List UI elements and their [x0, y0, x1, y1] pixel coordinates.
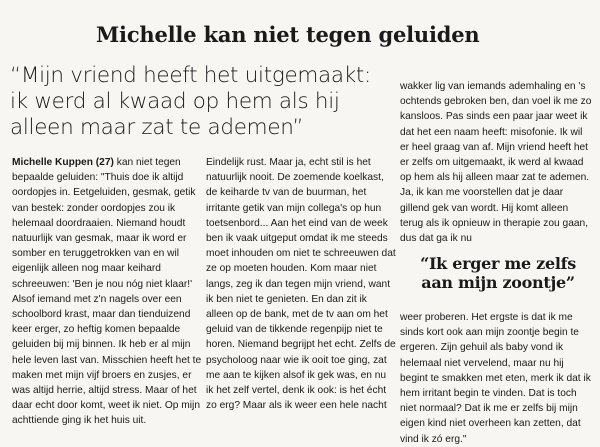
byline: Michelle Kuppen (27)	[12, 157, 114, 168]
article-column-1	[12, 155, 202, 429]
column-1-text: kan niet tegen bepaalde geluiden: "Thuis doe ik altijd oordopjes in. Eetgeluiden, gesmak, getik van bestek: zonder oordopjes zou ik helemaal doordraaien. Niemand houdt natuurlijk van gesmak, maar ik word er somber en teruggetrokken van en wil eigenlijk alleen nog maar keihard schreeuwen: 'Ben je nou nóg niet klaar!' Alsof iemand met z'n nagels over een schoolbord krast, maar dan tienduizend keer erger, zo heftig komen bepaalde geluiden bij mij binnen. Ik heb er al mijn hele leven last van. Misschien heeft het te maken met mijn vijf broers en zusjes, er was altijd herrie, altijd stress. Maar of het daar echt door komt, weet ik niet. Op mijn achttiende ging ik het huis uit.	[12, 157, 202, 427]
column-3-text: wakker lig van iemands ademhaling en 's ochtends gebroken ben, dan voel ik me zo kansloos. Pas sinds een paar jaar weet ik dat het een naam heeft: misofonie. Ik wil er heel graag van af. Mijn vriend heeft het er zelfs om uitgemaakt, ik werd al kwaad op hem als hij alleen maar zat te ademen. Ja, ik kan me voorstellen dat je daar gillend gek van wordt. Hij komt alleen terug als ik opnieuw in therapie zou gaan, dus dat ga ik nu	[400, 81, 592, 245]
sub-quote: “Ik erger me zelfs aan mijn zoontje”	[420, 254, 576, 292]
column-3-continued-text: weer proberen. Het ergste is dat ik me sinds kort ook aan mijn zoontje begin te ergeren. Zijn gehuil als baby vond ik helemaal niet vervelend, maar nu hij begint te smakken met eten, merk ik dat ik hem irritant begin te vinden. Dat is toch niet normaal? Dat ik me er zelfs bij mijn eigen kind niet overheen kan zetten, dat vind ik zó erg."	[400, 312, 591, 445]
column-2-text: Eindelijk rust. Maar ja, echt stil is het natuurlijk nooit. De zoemende koelkast, de keiharde tv van de buurman, het irritante getik van mijn collega's op hun toetsenbord... Aan het eind van de week ben ik vaak uitgeput omdat ik me steeds moet inhouden om niet te schreeuwen dat ze op moeten houden. Kom maar niet langs, zeg ik dan tegen mijn vriend, want ik ben niet te genieten. En dan zit ik alleen op de bank, met de tv aan om het geluid van de tikkende regenpijp niet te horen. Niemand begrijpt het echt. Zelfs de psycholoog naar wie ik ooit toe ging, zat me aan te kijken alsof ik gek was, en nu ik het zelf vertel, denk ik ook: is het écht zo erg? Maar als ik weer een hele nacht	[206, 157, 396, 412]
pull-quote: “Mijn vriend heeft het uitgemaakt: ik werd al kwaad op hem als hij alleen maar zat te ademen”	[10, 63, 372, 140]
article-column-3	[400, 79, 592, 246]
article-column-2	[206, 155, 396, 413]
article-headline: Michelle kan niet tegen geluiden	[96, 22, 480, 47]
article-column-3-continued	[400, 310, 592, 447]
